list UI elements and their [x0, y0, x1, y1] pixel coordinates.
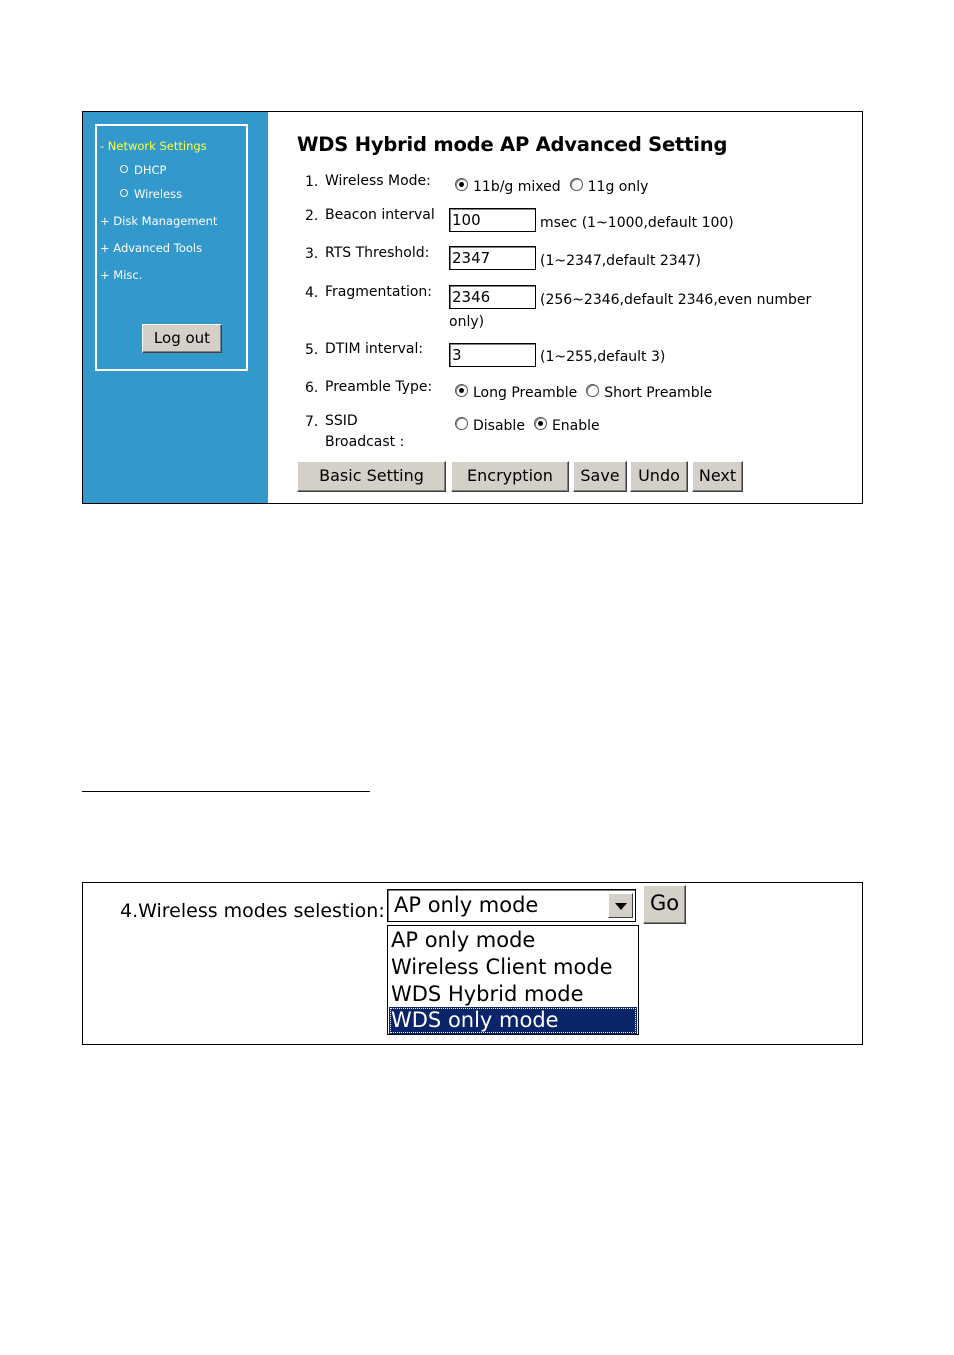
radio-11bg-mixed-label: 11b/g mixed — [473, 179, 561, 195]
logout-button[interactable]: Log out — [142, 324, 222, 353]
rts-threshold-hint: (1~2347,default 2347) — [540, 253, 701, 269]
rts-threshold-input[interactable]: 2347 — [449, 246, 536, 270]
wireless-mode-select[interactable] — [387, 889, 636, 922]
dtim-interval-input[interactable]: 3 — [449, 343, 536, 367]
beacon-interval-label: Beacon interval — [325, 207, 435, 223]
fragmentation-input[interactable]: 2346 — [449, 285, 536, 309]
radio-11bg-mixed[interactable] — [455, 178, 468, 191]
section-divider — [82, 791, 370, 792]
radio-long-preamble-label: Long Preamble — [473, 385, 578, 401]
radio-ssid-disable[interactable] — [455, 417, 468, 430]
bullet-icon — [120, 165, 128, 173]
option-wds-only-mode[interactable]: WDS only mode — [389, 1007, 637, 1034]
ssid-broadcast-label — [325, 411, 404, 453]
dtim-interval-hint: (1~255,default 3) — [540, 349, 666, 365]
fragmentation-hint-cont: only) — [449, 314, 485, 330]
nav-dhcp[interactable] — [120, 163, 166, 177]
wds-advanced-settings-panel — [82, 111, 863, 504]
row-number: 4. — [305, 285, 319, 301]
radio-short-preamble[interactable] — [586, 384, 599, 397]
nav-advanced-tools[interactable]: + Advanced Tools — [100, 241, 203, 255]
chevron-down-icon[interactable] — [608, 893, 633, 918]
row-number: 3. — [305, 246, 319, 262]
nav-network-settings[interactable]: - Network Settings — [100, 139, 207, 153]
encryption-button[interactable]: Encryption — [451, 461, 569, 492]
radio-11g-only-label: 11g only — [587, 179, 649, 195]
nav-menu — [95, 124, 248, 371]
wireless-mode-group — [455, 178, 648, 195]
row-number: 2. — [305, 208, 319, 224]
row-number: 1. — [305, 174, 319, 190]
next-button[interactable]: Next — [692, 461, 743, 492]
ssid-label-line2: Broadcast : — [325, 434, 405, 450]
radio-ssid-enable-label: Enable — [551, 418, 600, 434]
select-current-value: AP only mode — [394, 893, 539, 917]
row-number: 5. — [305, 342, 319, 358]
preamble-type-label: Preamble Type: — [325, 379, 433, 395]
radio-ssid-enable[interactable] — [534, 417, 547, 430]
ssid-broadcast-group — [455, 417, 600, 434]
row-number: 7. — [305, 414, 319, 430]
ssid-label-line1: SSID — [325, 413, 358, 429]
option-wds-hybrid-mode[interactable]: WDS Hybrid mode — [391, 982, 584, 1006]
row-number: 6. — [305, 380, 319, 396]
fragmentation-hint: (256~2346,default 2346,even number — [540, 292, 812, 308]
mode-options-list — [387, 925, 639, 1035]
nav-misc[interactable]: + Misc. — [100, 268, 143, 282]
save-button[interactable]: Save — [573, 461, 627, 492]
radio-ssid-disable-label: Disable — [473, 418, 525, 434]
nav-wireless[interactable] — [120, 187, 182, 201]
undo-button[interactable]: Undo — [630, 461, 688, 492]
settings-content — [268, 112, 862, 503]
beacon-interval-hint: msec (1~1000,default 100) — [540, 215, 734, 231]
beacon-interval-input[interactable]: 100 — [449, 208, 536, 232]
option-ap-only-mode[interactable]: AP only mode — [391, 928, 536, 952]
radio-short-preamble-label: Short Preamble — [604, 385, 713, 401]
sidebar — [83, 112, 268, 503]
wireless-mode-selection-panel — [82, 882, 863, 1045]
preamble-type-group — [455, 384, 712, 401]
nav-disk-management[interactable]: + Disk Management — [100, 214, 218, 228]
wireless-mode-label: Wireless Mode: — [325, 173, 431, 189]
page-title: WDS Hybrid mode AP Advanced Setting — [297, 133, 728, 156]
rts-threshold-label: RTS Threshold: — [325, 245, 430, 261]
go-button[interactable]: Go — [643, 885, 686, 924]
dtim-interval-label: DTIM interval: — [325, 341, 424, 357]
nav-dhcp-label: DHCP — [134, 163, 167, 177]
basic-setting-button[interactable]: Basic Setting — [297, 461, 446, 492]
fragmentation-label: Fragmentation: — [325, 284, 432, 300]
radio-11g-only[interactable] — [570, 178, 583, 191]
wireless-modes-label: 4.Wireless modes selestion: — [120, 900, 385, 922]
option-wireless-client-mode[interactable]: Wireless Client mode — [391, 955, 613, 979]
bullet-icon — [120, 189, 128, 197]
radio-long-preamble[interactable] — [455, 384, 468, 397]
nav-wireless-label: Wireless — [134, 187, 183, 201]
